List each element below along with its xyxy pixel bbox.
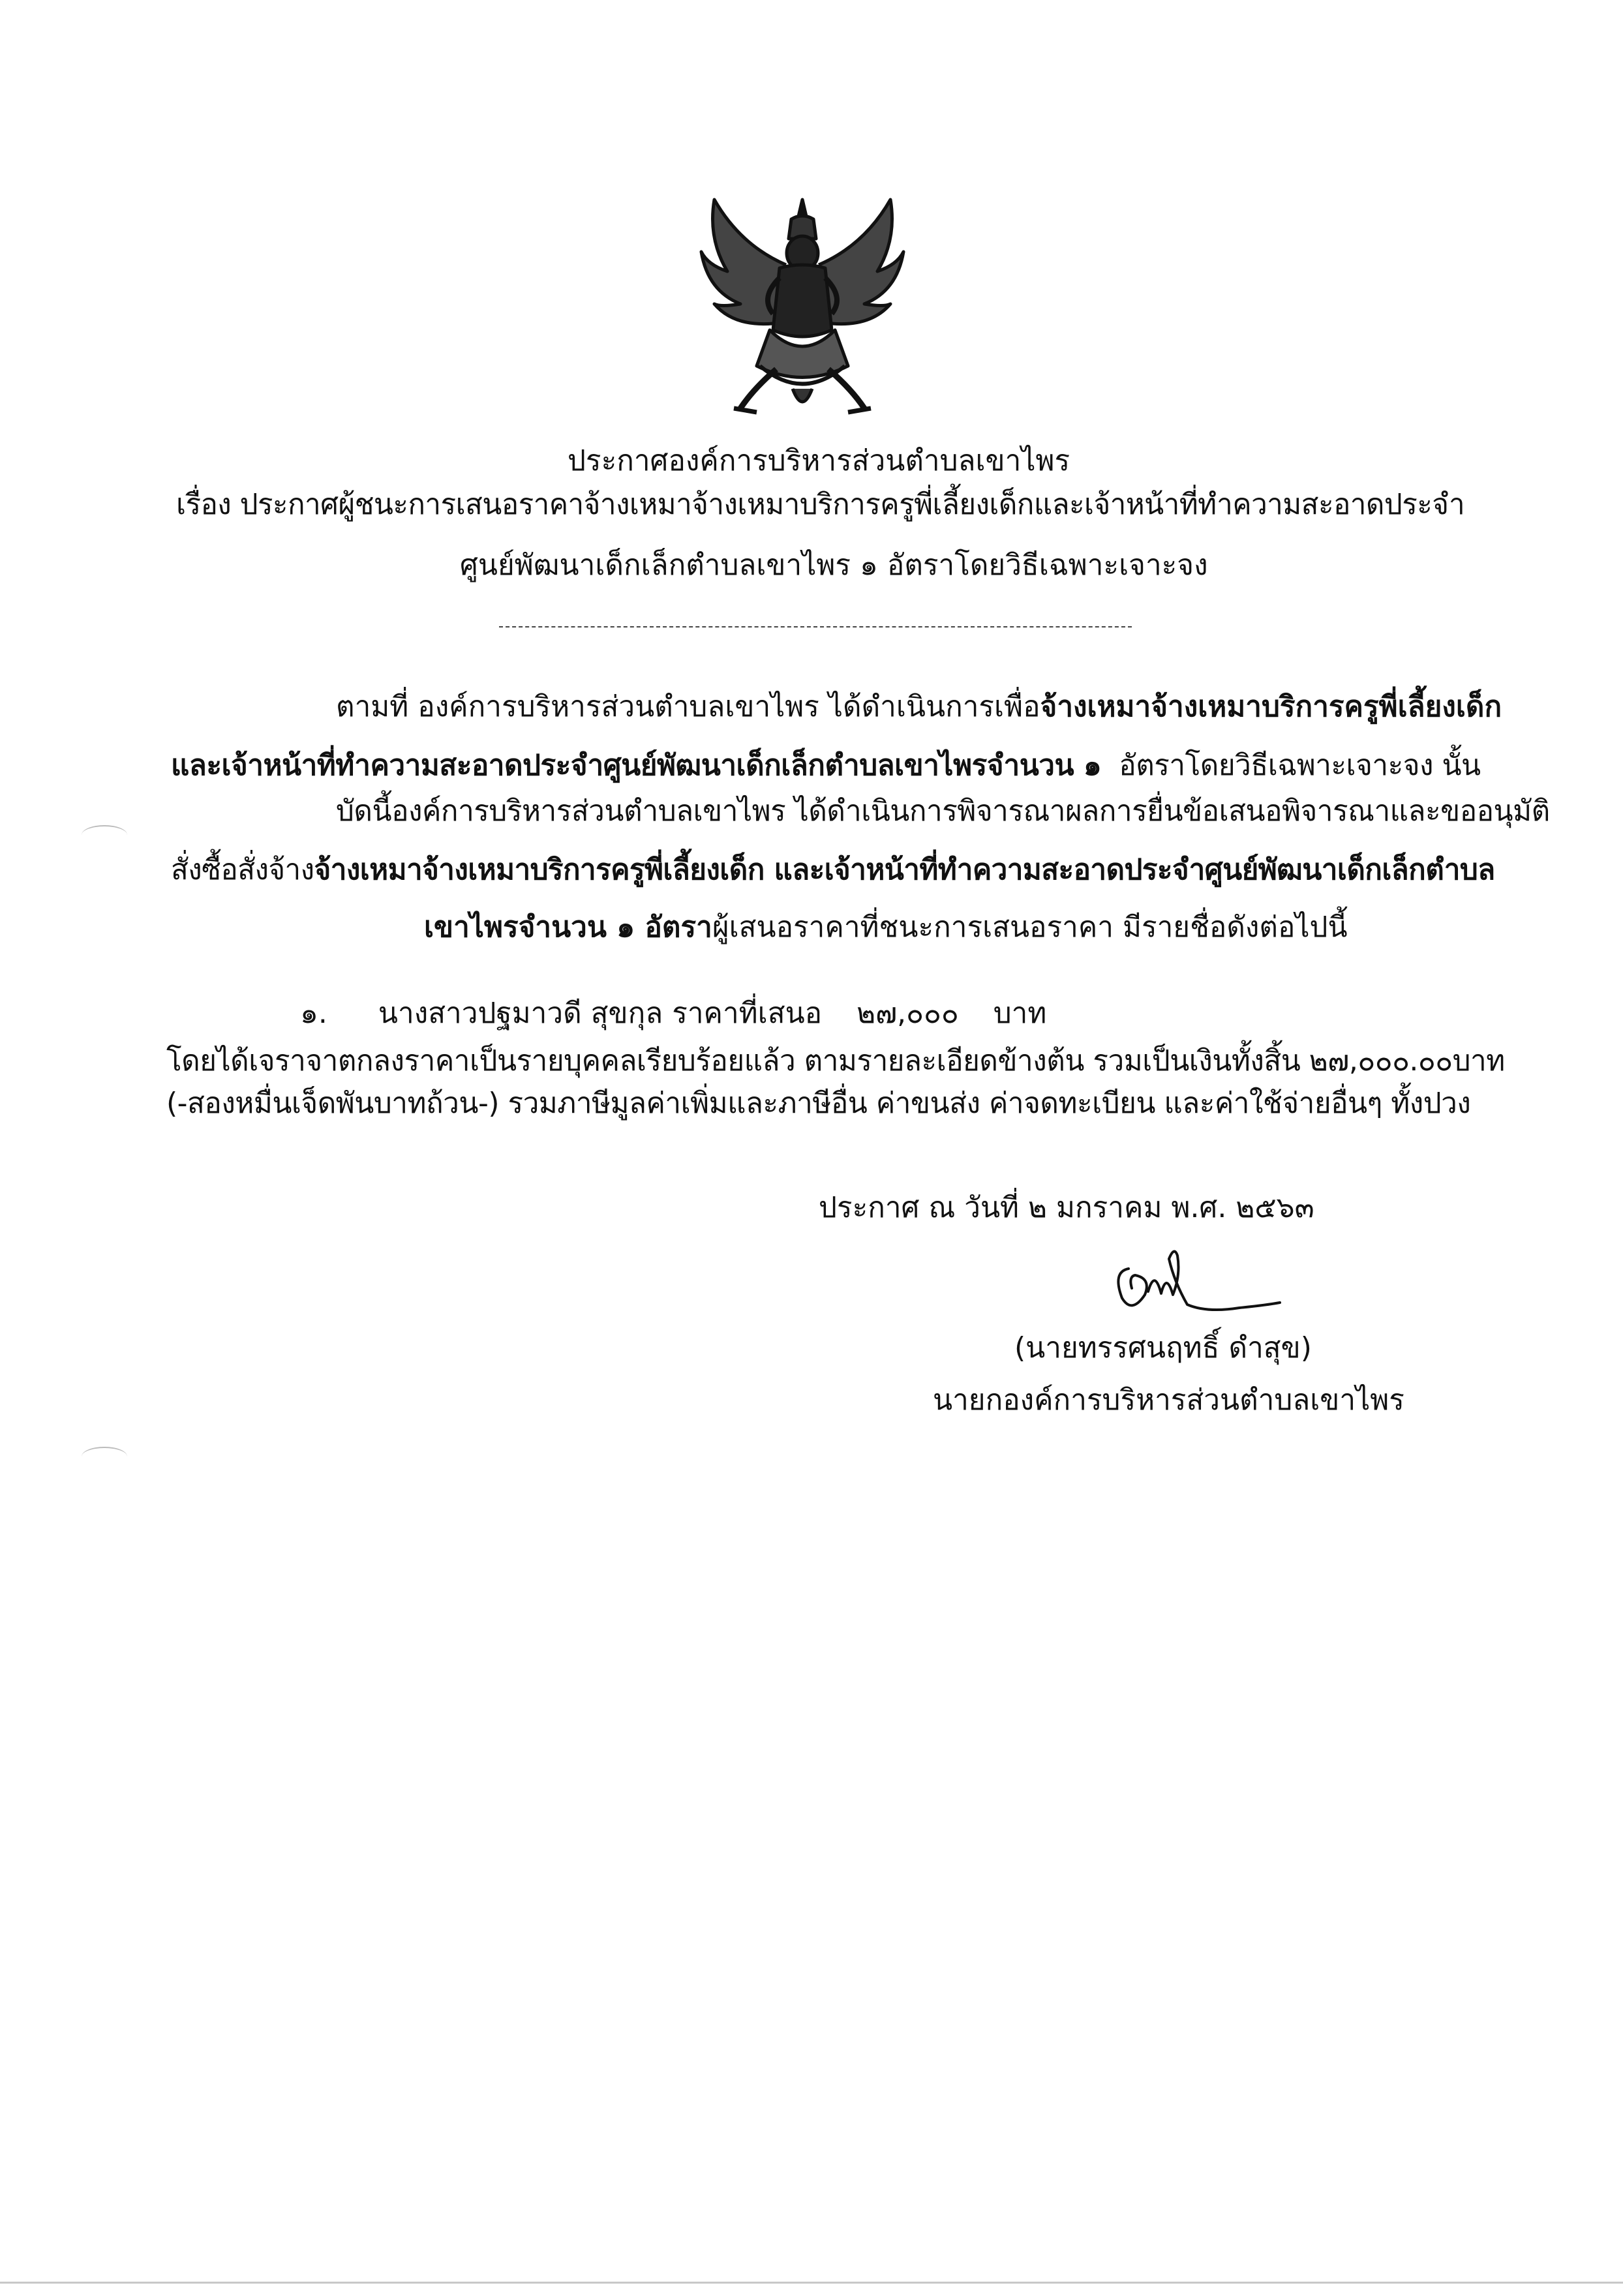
subject-line-2: ศูนย์พัฒนาเด็กเล็กตำบลเขาไพร ๑ อัตราโดยวิธีเฉพาะเจาะจง [460, 549, 1208, 582]
paragraph-2-line-3-plain: ผู้เสนอราคาที่ชนะการเสนอราคา มีรายชื่อดังต่อไปนี้ [712, 911, 1348, 944]
paragraph-2-line-2-bold: จ้างเหมาจ้างเหมาบริการครูพี่เลี้ยงเด็ก และเจ้าหน้าที่ทำความสะอาดประจำศูนย์พัฒนาเด็กเล็กตำบล [314, 853, 1495, 886]
subject-line-1: เรื่อง ประกาศผู้ชนะการเสนอราคาจ้างเหมาจ้างเหมาบริการครูพี่เลี้ยงเด็กและเจ้าหน้าที่ทำความสะอาดประจำ [176, 488, 1465, 521]
paragraph-2-line-2 [171, 853, 1495, 886]
winner-name: นางสาวปฐมาวดี สุขกุล [378, 997, 663, 1030]
paragraph-2-line-3 [424, 913, 1348, 942]
paragraph-1-line-2 [171, 751, 1481, 780]
detail-line-1: โดยได้เจราจาตกลงราคาเป็นรายบุคคลเรียบร้อยแล้ว ตามรายละเอียดข้างต้น รวมเป็นเงินทั้งสิ้น ๒๗,๐๐๐.๐๐บาท [166, 1044, 1505, 1078]
winner-price: ๒๗,๐๐๐ [857, 997, 959, 1030]
scan-mark [82, 825, 127, 845]
paragraph-1-line-1-plain: ตามที่ องค์การบริหารส่วนตำบลเขาไพร ได้ดำเนินการเพื่อ [336, 690, 1040, 723]
signature-icon [1109, 1243, 1285, 1327]
scan-edge-line [0, 2282, 1623, 2284]
paragraph-1-line-1-bold: จ้างเหมาจ้างเหมาบริการครูพี่เลี้ยงเด็ก [1040, 690, 1502, 723]
paragraph-2-line-2-plain: สั่งซื้อสั่งจ้าง [171, 853, 314, 886]
winner-price-unit: บาท [993, 997, 1047, 1030]
signatory-name: (นายทรรศนฤทธิ์ ดำสุข) [1014, 1331, 1312, 1365]
paragraph-1-line-2-bold: และเจ้าหน้าที่ทำความสะอาดประจำศูนย์พัฒนาเด็กเล็กตำบลเขาไพรจำนวน ๑ [171, 749, 1102, 782]
scan-mark [82, 1447, 127, 1466]
document-title: ประกาศองค์การบริหารส่วนตำบลเขาไพร [568, 444, 1070, 477]
winner-entry [300, 999, 1046, 1028]
paragraph-2-line-1: บัดนี้องค์การบริหารส่วนตำบลเขาไพร ได้ดำเนินการพิจารณาผลการยื่นข้อเสนอพิจารณาและขออนุมัติ [336, 794, 1550, 828]
paragraph-1-line-1 [336, 690, 1502, 723]
paragraph-2-line-3-bold: เขาไพรจำนวน ๑ อัตรา [424, 911, 712, 944]
paragraph-1-line-2-plain: อัตราโดยวิธีเฉพาะเจาะจง นั้น [1119, 749, 1481, 782]
winner-number: ๑. [300, 997, 327, 1030]
title-separator [499, 626, 1132, 627]
announce-date: ประกาศ ณ วันที่ ๒ มกราคม พ.ศ. ๒๕๖๓ [819, 1191, 1314, 1224]
signatory-position: นายกองค์การบริหารส่วนตำบลเขาไพร [933, 1383, 1404, 1417]
detail-line-2: (-สองหมื่นเจ็ดพันบาทถ้วน-) รวมภาษีมูลค่าเพิ่มและภาษีอื่น ค่าขนส่ง ค่าจดทะเบียน และค่าใช้จ่ายอื่นๆ ทั้งปวง [166, 1087, 1471, 1120]
garuda-emblem-icon [695, 193, 910, 421]
winner-price-label: ราคาที่เสนอ [672, 997, 823, 1030]
